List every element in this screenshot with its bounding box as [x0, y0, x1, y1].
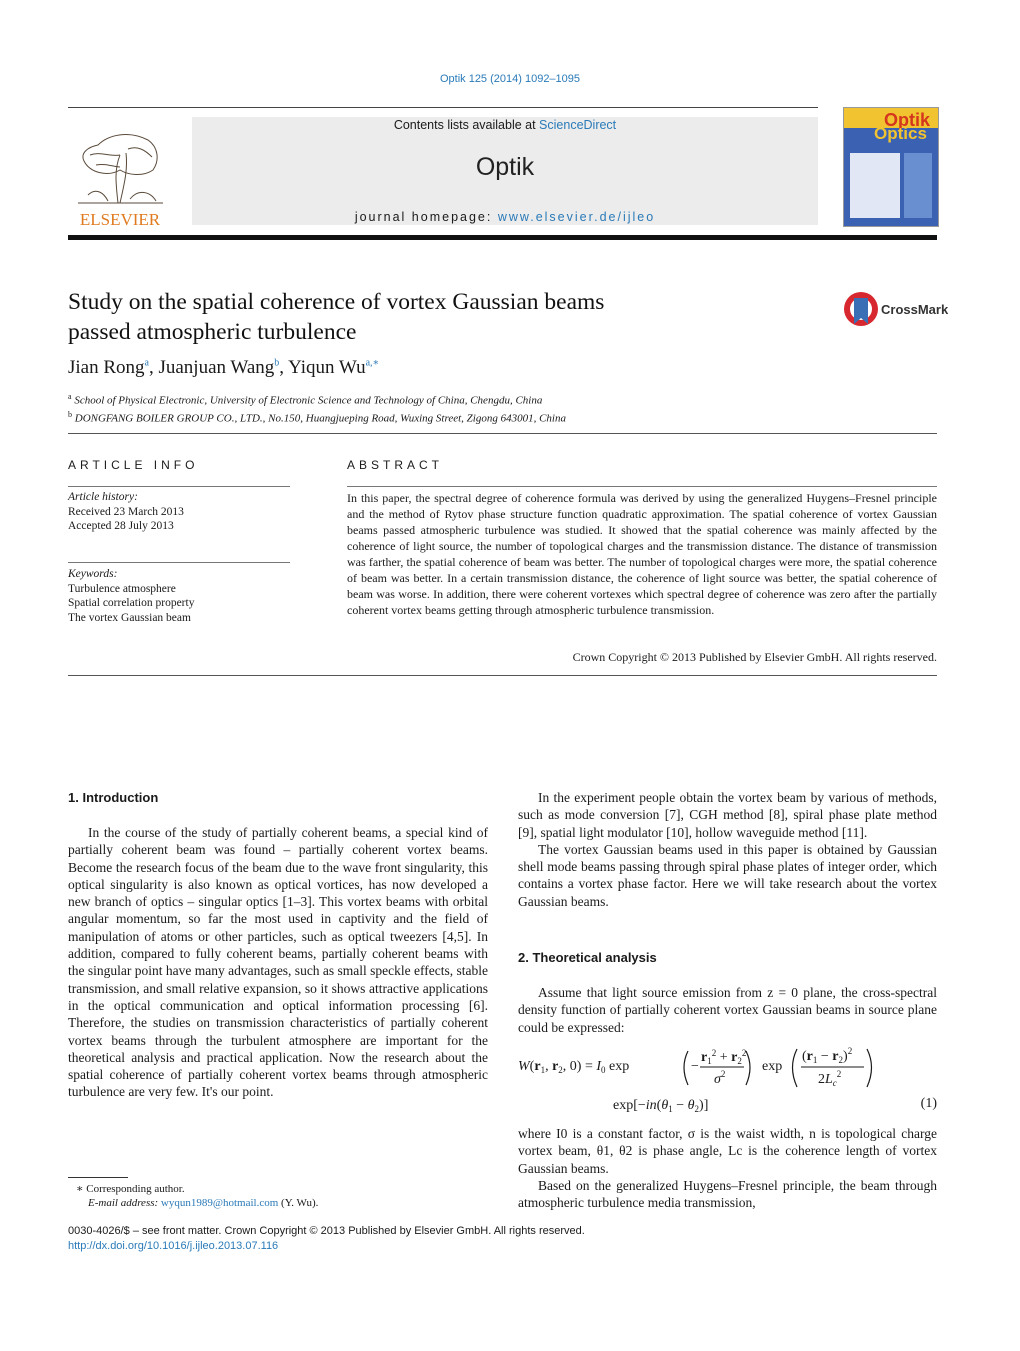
svg-text:exp[−in(θ1 − θ2)]: $\exp[-in(\theta_1 - \theta_2)]$	[613, 1098, 709, 1114]
where-paragraph: where I0 is a constant factor, σ is the waist width, n is topological charge vortex beam, θ1, θ2 is phase angle, Lc is the coherence length of vortex Gaussian beams.	[518, 1126, 937, 1176]
keywords-rule	[68, 562, 290, 563]
affiliations	[68, 390, 566, 425]
author-3[interactable]: Yiqun $Wu^{a,∗}$	[288, 357, 380, 378]
footnote	[76, 1182, 476, 1210]
issn-line: 0030-4026/$ – see front matter. Crown Copyright © 2013 Published by Elsevier GmbH. All rights reserved.	[68, 1225, 585, 1237]
contents-line	[192, 118, 818, 132]
crossmark-icon	[843, 290, 883, 330]
title-line-2: passed atmospheric turbulence	[68, 319, 357, 345]
svg-text:r12 + r22: $r_1^2 + r_2^2$	[701, 1048, 747, 1066]
introduction-paragraph	[68, 824, 488, 1101]
svg-text:exp: exp	[762, 1059, 783, 1074]
contents-prefix: Contents lists available at	[393, 118, 540, 132]
corresponding-author-note: ∗ Corresponding author.	[76, 1183, 185, 1195]
section-heading-theory: 2. Theoretical analysis	[518, 950, 657, 965]
abstract-heading: ABSTRACT	[347, 458, 444, 472]
header-thick-rule	[68, 235, 937, 240]
keyword-item: Turbulence atmosphere	[68, 582, 176, 595]
footnote-rule	[68, 1177, 128, 1178]
article-title	[68, 287, 768, 347]
header-divider	[68, 107, 818, 108]
sciencedirect-link[interactable]: ScienceDirect	[539, 118, 617, 132]
email-suffix: (Y. Wu).	[278, 1197, 319, 1209]
svg-text:2Lc2: $2L_c^2$	[818, 1069, 842, 1088]
abstract-copyright: Crown Copyright © 2013 Published by Elsevier GmbH. All rights reserved.	[572, 650, 937, 664]
email-line	[76, 1196, 476, 1210]
theory-paragraph	[518, 984, 937, 1036]
affiliation-b: $^b$ DONGFANG BOILER GROUP CO., LTD., No.150, Huangjueping Road, Wuxing Street, Zigong 643001, China	[68, 409, 566, 425]
doi-link[interactable]: http://dx.doi.org/10.1016/j.ijleo.2013.07.116	[68, 1240, 279, 1252]
equation-1-graphic	[518, 1045, 937, 1120]
page-footer	[68, 1224, 938, 1254]
equation-explanation	[518, 1125, 937, 1211]
svg-text:ELSEVIER: ELSEVIER	[79, 210, 161, 229]
elsevier-tree-logo	[68, 115, 173, 230]
history-label: Article history:	[68, 491, 138, 503]
homepage-prefix: journal homepage:	[354, 210, 498, 224]
methods-paragraph: In the experiment people obtain the vortex beam by various of methods, such as mode conversion [7], CGH method [8], spiral phase plate method [9], spatial light modulator [10], hollow waveguide method [11].	[518, 790, 937, 840]
affiliation-divider	[68, 433, 937, 434]
equation-number: (1)	[920, 1096, 937, 1111]
article-info-rule	[68, 486, 290, 487]
cover-subtitle: Optics	[874, 124, 927, 143]
cover-title: Optik	[884, 110, 931, 130]
article-info-heading: ARTICLE INFO	[68, 458, 199, 472]
keywords-block	[68, 567, 290, 625]
affiliation-a: $^a$ School of Physical Electronic, University of Electronic Science and Technology of China, Chengdu, China	[68, 392, 543, 407]
journal-name: Optik	[475, 153, 535, 181]
article-history	[68, 490, 290, 534]
svg-text:σ2: $\sigma^2$	[714, 1069, 726, 1087]
author-1[interactable]: Jian Rong$^a$	[68, 357, 149, 378]
intro-paragraph-1: In the course of the study of partially coherent beams, a special kind of partially coherent beam was found – partially coherent vortex beams. Become the research focus of the beam due to the wave front singularity, this optical singularity is also known as optical vortices, has now developed a new branch of optics – singular optics [1–3]. This vortex beams with orbital angular momentum, so far the most used in captivity and the field of manipulation of atoms or other particles, such as optical tweezers [4,5]. In addition, compared to fully coherent beams, partially coherent beams with the singular point have many advantages, such as small speckle effects, stable transmission, and small relative expansion, so it shows attractive applications in the optical communication and optical information processing [6]. Therefore, the studies on transmission characteristics of partially coherent vortex beams through the turbulent atmosphere are important for the theoretical analysis and practical application. Now the research about the spatial coherence of partially coherent vortex beams through atmospheric turbulence are very few. It's our point.	[68, 825, 488, 1100]
author-list: Jian Rong$^a$, Juanjuan Wang$^b$, Yiqun $Wu^{a,∗}$	[68, 357, 380, 378]
crossmark-badge[interactable]	[843, 290, 949, 330]
abstract-bottom-rule	[68, 675, 937, 676]
keywords-label: Keywords:	[68, 568, 118, 580]
accepted-date: Accepted 28 July 2013	[68, 520, 174, 532]
email-link[interactable]: wyqun1989@hotmail.com	[160, 1197, 279, 1209]
svg-text:−: −	[691, 1059, 699, 1074]
email-label: E-mail address:	[88, 1197, 161, 1209]
keyword-item: The vortex Gaussian beam	[68, 611, 191, 624]
svg-text:W(r1, r2, 0) = I0 exp: $W(r_1$, $r_2$, $0) = I_0$ exp	[518, 1059, 630, 1075]
author-2[interactable]: Juanjuan Wang$^b$	[158, 357, 280, 378]
theory-paragraph-1: Assume that light source emission from z = 0 plane, the cross-spectral density function of partially coherent vortex Gaussian beams in source plane could be expressed:	[518, 985, 937, 1035]
right-column-intro	[518, 789, 937, 910]
journal-homepage	[192, 210, 818, 224]
title-line-1: Study on the spatial coherence of vortex Gaussian beams	[68, 289, 605, 315]
section-heading-introduction: 1. Introduction	[68, 790, 159, 805]
vortex-paragraph: The vortex Gaussian beams used in this paper is obtained by Gaussian shell mode beams passing through spiral phase plates of integer order, which contains a vortex phase factor. Here we will take research about the vortex Gaussian beams.	[518, 841, 937, 909]
equation-1	[518, 1045, 937, 1120]
journal-reference[interactable]: Optik 125 (2014) 1092–1095	[439, 73, 581, 85]
based-paragraph: Based on the generalized Huygens–Fresnel principle, the beam through atmospheric turbulence media transmission,	[518, 1177, 937, 1211]
journal-cover-image	[843, 107, 939, 227]
crossmark-label: CrossMark	[881, 302, 949, 317]
homepage-link[interactable]: www.elsevier.de/ijleo	[497, 210, 656, 224]
received-date: Received 23 March 2013	[68, 505, 184, 518]
svg-text:(r1 − r2)2: $(r_1 - r_2)^2$	[802, 1046, 853, 1065]
keyword-item: Spatial correlation property	[68, 597, 195, 609]
abstract-text: In this paper, the spectral degree of coherence formula was derived by using the generalized Huygens–Fresnel principle and the method of Rytov phase structure function quadratic approximation. The spatial coherence of vortex Gaussian beams passed atmospheric turbulence was studied. It showed that the spatial coherence was mainly affected by the coherence of light source, the number of topological charges and the transmission distance. The distance of transmission was farther, the spatial coherence of beam was better. The number of topological charges were more, the spatial coherence of beam was better. In a certain transmission distance, the coherence of light source was better, the spatial coherence of beam was worse. In addition, there were coherent vortexes which spectral degree of coherence was zero after the partially coherent vortex beams getting through atmospheric turbulence transmission.	[347, 491, 937, 617]
abstract-rule	[347, 486, 937, 487]
